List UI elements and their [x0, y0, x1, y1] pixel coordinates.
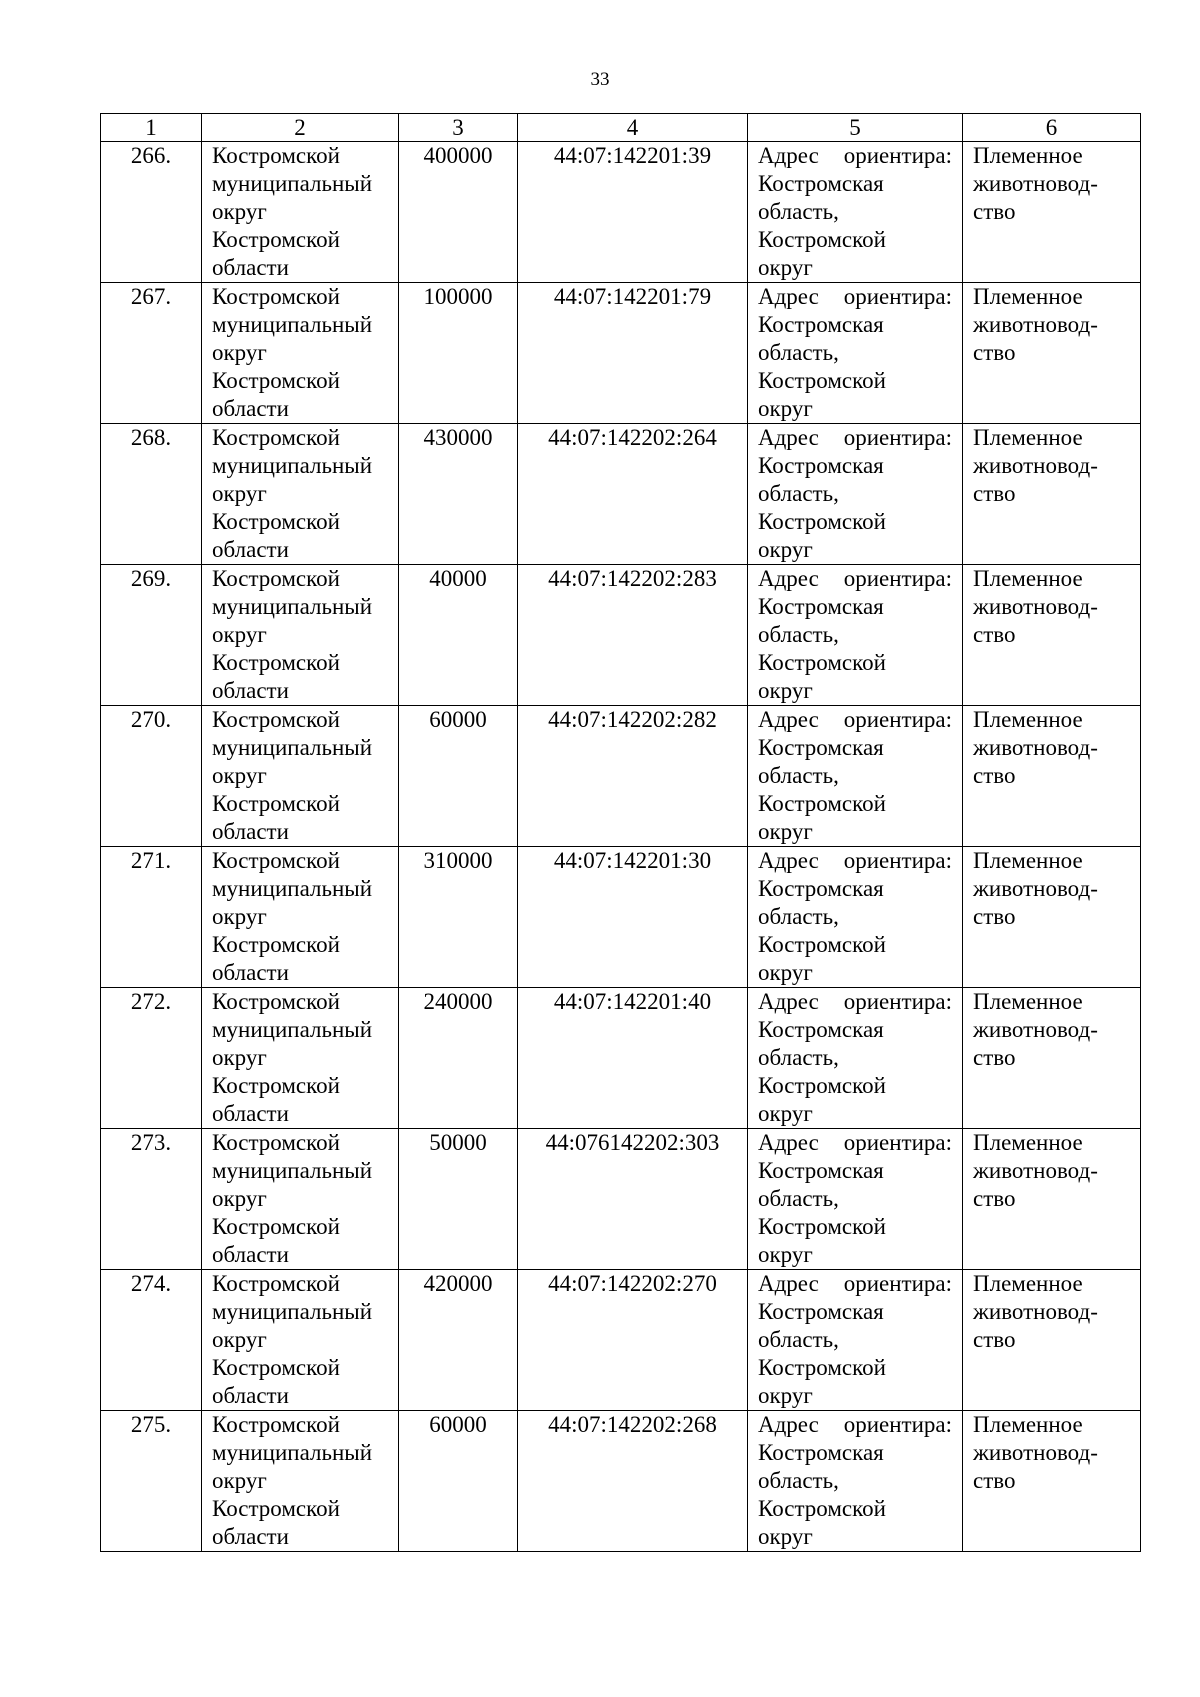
use-line: ство [973, 763, 1016, 788]
address-line: область, [758, 1468, 839, 1493]
table-row [101, 706, 1141, 847]
area-cell: 100000 [399, 283, 518, 424]
cadastral-number-cell: 44:07:142201:79 [518, 283, 748, 424]
owner-line: муниципальный [212, 594, 373, 619]
owner-line: округ [212, 340, 267, 365]
permitted-use-cell [963, 283, 1141, 424]
use-line: ство [973, 622, 1016, 647]
address-line: Костромской [758, 650, 886, 675]
row-number-cell: 271. [101, 847, 202, 988]
address-line: область, [758, 340, 839, 365]
address-line: область, [758, 199, 839, 224]
owner-line: муниципальный [212, 876, 373, 901]
permitted-use-cell [963, 1270, 1141, 1411]
owner-line: округ [212, 481, 267, 506]
row-number-cell: 268. [101, 424, 202, 565]
use-line: животновод- [973, 1299, 1098, 1324]
row-number-cell: 267. [101, 283, 202, 424]
row-number-cell: 269. [101, 565, 202, 706]
owner-line: области [212, 1101, 289, 1126]
permitted-use-cell [963, 142, 1141, 283]
address-line: Адрес ориентира: [758, 989, 952, 1014]
page-number: 33 [590, 69, 610, 90]
address-line: округ [758, 537, 813, 562]
address-line: Костромская [758, 1440, 884, 1465]
address-line: округ [758, 255, 813, 280]
use-line: Племенное [973, 848, 1083, 873]
address-line: Костромская [758, 594, 884, 619]
use-line: животновод- [973, 312, 1098, 337]
owner-line: Костромской [212, 848, 340, 873]
owner-cell [202, 1411, 399, 1552]
table-body [101, 142, 1141, 1552]
owner-cell [202, 847, 399, 988]
address-cell [748, 706, 963, 847]
cadastral-number-cell: 44:07:142202:268 [518, 1411, 748, 1552]
area-cell: 60000 [399, 1411, 518, 1552]
address-line: Костромской [758, 509, 886, 534]
owner-line: муниципальный [212, 171, 373, 196]
use-line: Племенное [973, 707, 1083, 732]
owner-line: округ [212, 1327, 267, 1352]
owner-line: Костромской [212, 368, 340, 393]
owner-line: округ [212, 763, 267, 788]
owner-cell [202, 142, 399, 283]
address-line: Костромской [758, 791, 886, 816]
use-line: животновод- [973, 735, 1098, 760]
address-line: Костромской [758, 227, 886, 252]
row-number-cell: 273. [101, 1129, 202, 1270]
address-line: Адрес ориентира: [758, 848, 952, 873]
permitted-use-cell [963, 706, 1141, 847]
owner-cell [202, 424, 399, 565]
use-line: Племенное [973, 566, 1083, 591]
permitted-use-cell [963, 565, 1141, 706]
column-number-row [101, 114, 1141, 142]
use-line: животновод- [973, 876, 1098, 901]
address-cell [748, 1129, 963, 1270]
use-line: Племенное [973, 1412, 1083, 1437]
table-row [101, 1270, 1141, 1411]
address-line: Костромской [758, 1214, 886, 1239]
address-line: область, [758, 904, 839, 929]
owner-line: Костромской [212, 932, 340, 957]
cadastral-number-cell: 44:07:142202:282 [518, 706, 748, 847]
address-cell [748, 565, 963, 706]
address-line: округ [758, 1524, 813, 1549]
use-line: ство [973, 481, 1016, 506]
owner-cell [202, 706, 399, 847]
address-line: Адрес ориентира: [758, 566, 952, 591]
area-cell: 310000 [399, 847, 518, 988]
owner-line: области [212, 255, 289, 280]
owner-cell [202, 1129, 399, 1270]
use-line: ство [973, 1327, 1016, 1352]
owner-line: Костромской [212, 1496, 340, 1521]
area-cell: 40000 [399, 565, 518, 706]
owner-line: Костромской [212, 1412, 340, 1437]
use-line: животновод- [973, 594, 1098, 619]
owner-line: Костромской [212, 1271, 340, 1296]
address-line: Адрес ориентира: [758, 425, 952, 450]
address-line: Костромская [758, 735, 884, 760]
owner-line: муниципальный [212, 312, 373, 337]
address-line: Адрес ориентира: [758, 1412, 952, 1437]
owner-line: области [212, 396, 289, 421]
address-line: область, [758, 1186, 839, 1211]
row-number-cell: 275. [101, 1411, 202, 1552]
row-number-cell: 274. [101, 1270, 202, 1411]
owner-line: муниципальный [212, 1299, 373, 1324]
permitted-use-cell [963, 1129, 1141, 1270]
owner-line: муниципальный [212, 1158, 373, 1183]
permitted-use-cell [963, 424, 1141, 565]
address-line: округ [758, 1242, 813, 1267]
table-row [101, 847, 1141, 988]
use-line: ство [973, 340, 1016, 365]
address-line: округ [758, 960, 813, 985]
row-number-cell: 270. [101, 706, 202, 847]
address-cell [748, 988, 963, 1129]
column-header: 3 [399, 114, 518, 142]
cadastral-number-cell: 44:07:142201:39 [518, 142, 748, 283]
address-line: Адрес ориентира: [758, 1130, 952, 1155]
address-line: Костромская [758, 171, 884, 196]
address-line: область, [758, 1045, 839, 1070]
address-line: Адрес ориентира: [758, 143, 952, 168]
address-line: Костромской [758, 1355, 886, 1380]
area-cell: 430000 [399, 424, 518, 565]
row-number-cell: 266. [101, 142, 202, 283]
owner-line: области [212, 1242, 289, 1267]
address-line: область, [758, 763, 839, 788]
owner-line: Костромской [212, 989, 340, 1014]
use-line: Племенное [973, 284, 1083, 309]
owner-cell [202, 1270, 399, 1411]
use-line: ство [973, 904, 1016, 929]
address-line: Костромской [758, 368, 886, 393]
owner-line: Костромской [212, 227, 340, 252]
cadastral-number-cell: 44:07:142202:283 [518, 565, 748, 706]
owner-line: Костромской [212, 284, 340, 309]
column-header: 2 [202, 114, 399, 142]
address-line: округ [758, 396, 813, 421]
use-line: животновод- [973, 453, 1098, 478]
cadastral-number-cell: 44:07:142202:264 [518, 424, 748, 565]
owner-line: округ [212, 904, 267, 929]
address-line: Костромской [758, 932, 886, 957]
column-header: 4 [518, 114, 748, 142]
address-cell [748, 424, 963, 565]
column-header: 6 [963, 114, 1141, 142]
owner-cell [202, 565, 399, 706]
address-cell [748, 283, 963, 424]
permitted-use-cell [963, 988, 1141, 1129]
owner-line: области [212, 1383, 289, 1408]
cadastral-number-cell: 44:07:142201:40 [518, 988, 748, 1129]
owner-line: Костромской [212, 509, 340, 534]
address-line: округ [758, 1101, 813, 1126]
owner-line: муниципальный [212, 1017, 373, 1042]
address-line: Костромской [758, 1073, 886, 1098]
address-line: область, [758, 1327, 839, 1352]
use-line: животновод- [973, 171, 1098, 196]
address-line: область, [758, 481, 839, 506]
table-row [101, 988, 1141, 1129]
area-cell: 400000 [399, 142, 518, 283]
address-line: Адрес ориентира: [758, 284, 952, 309]
owner-line: Костромской [212, 566, 340, 591]
owner-line: области [212, 537, 289, 562]
table-row [101, 1129, 1141, 1270]
address-line: Костромской [758, 1496, 886, 1521]
table-row [101, 1411, 1141, 1552]
use-line: Племенное [973, 425, 1083, 450]
table-row [101, 283, 1141, 424]
area-cell: 50000 [399, 1129, 518, 1270]
owner-line: округ [212, 199, 267, 224]
use-line: животновод- [973, 1158, 1098, 1183]
address-line: Костромская [758, 453, 884, 478]
area-cell: 420000 [399, 1270, 518, 1411]
permitted-use-cell [963, 1411, 1141, 1552]
use-line: Племенное [973, 1130, 1083, 1155]
address-line: округ [758, 678, 813, 703]
owner-line: области [212, 960, 289, 985]
owner-line: округ [212, 1468, 267, 1493]
owner-cell [202, 283, 399, 424]
owner-line: Костромской [212, 425, 340, 450]
use-line: Племенное [973, 143, 1083, 168]
owner-line: Костромской [212, 707, 340, 732]
cadastral-number-cell: 44:07:142202:270 [518, 1270, 748, 1411]
address-cell [748, 1270, 963, 1411]
table-row [101, 565, 1141, 706]
address-line: Костромская [758, 876, 884, 901]
use-line: Племенное [973, 989, 1083, 1014]
owner-line: Костромской [212, 143, 340, 168]
address-line: Костромская [758, 1299, 884, 1324]
owner-line: округ [212, 622, 267, 647]
owner-line: муниципальный [212, 735, 373, 760]
area-cell: 240000 [399, 988, 518, 1129]
permitted-use-cell [963, 847, 1141, 988]
cadastral-number-cell: 44:07:142201:30 [518, 847, 748, 988]
address-cell [748, 142, 963, 283]
owner-line: округ [212, 1045, 267, 1070]
address-line: Адрес ориентира: [758, 1271, 952, 1296]
area-cell: 60000 [399, 706, 518, 847]
address-cell [748, 847, 963, 988]
table-row [101, 424, 1141, 565]
owner-line: области [212, 819, 289, 844]
owner-line: Костромской [212, 1130, 340, 1155]
cadastral-number-cell: 44:076142202:303 [518, 1129, 748, 1270]
address-line: округ [758, 1383, 813, 1408]
land-plots-table [100, 113, 1141, 1552]
column-header: 5 [748, 114, 963, 142]
address-line: округ [758, 819, 813, 844]
owner-line: области [212, 1524, 289, 1549]
owner-line: Костромской [212, 650, 340, 675]
address-line: Костромская [758, 1158, 884, 1183]
use-line: ство [973, 1186, 1016, 1211]
owner-line: Костромской [212, 1073, 340, 1098]
owner-line: округ [212, 1186, 267, 1211]
address-line: Костромская [758, 1017, 884, 1042]
use-line: Племенное [973, 1271, 1083, 1296]
address-line: Адрес ориентира: [758, 707, 952, 732]
owner-line: области [212, 678, 289, 703]
column-header: 1 [101, 114, 202, 142]
owner-line: Костромской [212, 1355, 340, 1380]
row-number-cell: 272. [101, 988, 202, 1129]
owner-line: Костромской [212, 791, 340, 816]
use-line: ство [973, 199, 1016, 224]
use-line: животновод- [973, 1017, 1098, 1042]
use-line: животновод- [973, 1440, 1098, 1465]
address-line: Костромская [758, 312, 884, 337]
address-line: область, [758, 622, 839, 647]
owner-cell [202, 988, 399, 1129]
use-line: ство [973, 1468, 1016, 1493]
owner-line: Костромской [212, 1214, 340, 1239]
owner-line: муниципальный [212, 453, 373, 478]
address-cell [748, 1411, 963, 1552]
use-line: ство [973, 1045, 1016, 1070]
owner-line: муниципальный [212, 1440, 373, 1465]
table-row [101, 142, 1141, 283]
